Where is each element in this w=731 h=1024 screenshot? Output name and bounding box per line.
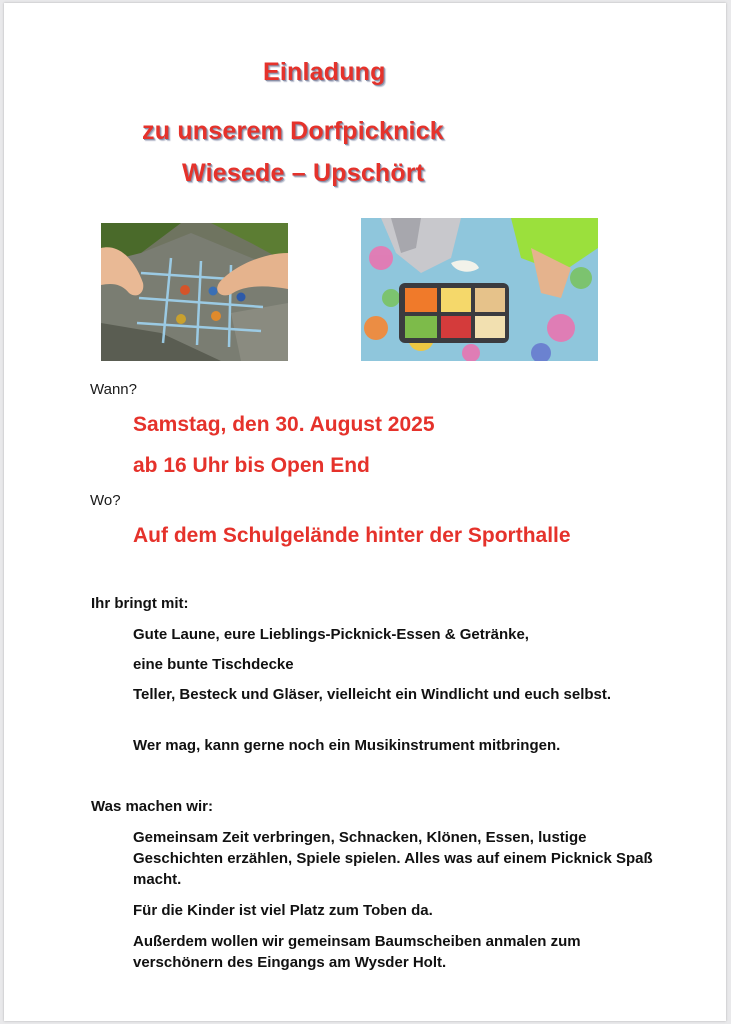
event-date: Samstag, den 30. August 2025 xyxy=(133,413,435,436)
title-einladung: Einladung xyxy=(263,58,386,86)
when-label: Wann? xyxy=(90,381,137,398)
activity-item: Gemeinsam Zeit verbringen, Schnacken, Klönen, Essen, lustige Geschichten erzählen, Spiele spielen. Alles was auf einem Picknick Spaß macht. xyxy=(133,829,653,888)
bring-item: eine bunte Tischdecke xyxy=(133,656,294,673)
activity-item: Außerdem wollen wir gemeinsam Baumscheiben anmalen zum verschönern des Eingangs am Wysder Holt. xyxy=(133,933,581,971)
event-place: Auf dem Schulgelände hinter der Sporthalle xyxy=(133,524,571,547)
bring-heading: Ihr bringt mit: xyxy=(91,595,189,612)
activities-heading: Was machen wir: xyxy=(91,798,213,815)
title-dorfpicknick: zu unserem Dorfpicknick xyxy=(142,117,444,145)
activity-item: Für die Kinder ist viel Platz zum Toben da. xyxy=(133,902,433,919)
marbles-tic-tac-toe-photo xyxy=(101,223,288,361)
where-label: Wo? xyxy=(90,492,121,509)
bring-item: Gute Laune, eure Lieblings-Picknick-Essen & Getränke, xyxy=(133,626,529,643)
event-time: ab 16 Uhr bis Open End xyxy=(133,454,370,477)
invitation-page xyxy=(4,3,726,1021)
picnic-platter-photo xyxy=(361,218,598,361)
title-location: Wiesede – Upschört xyxy=(182,159,425,187)
bring-item: Teller, Besteck und Gläser, vielleicht ein Windlicht und euch selbst. xyxy=(133,686,612,703)
bring-item: Wer mag, kann gerne noch ein Musikinstrument mitbringen. xyxy=(133,737,561,754)
